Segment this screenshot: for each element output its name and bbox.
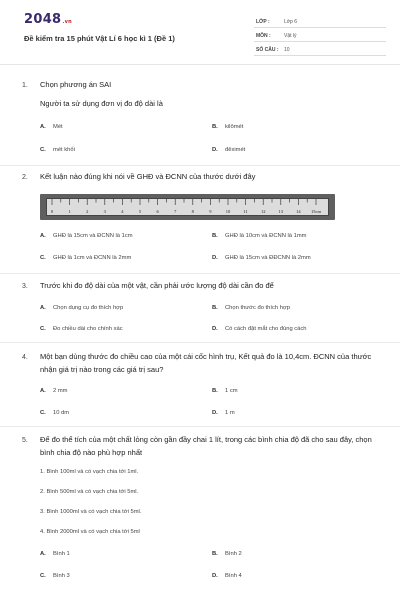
question-text: Kết luận nào đúng khi nói về GHĐ và ĐCNN của thước dưới đây	[40, 172, 256, 181]
option-text: GHĐ là 1cm và ĐCNN là 2mm	[53, 255, 132, 261]
ruler-label: 5	[138, 209, 142, 214]
site-logo[interactable]	[24, 12, 72, 27]
ruler-label: 3	[103, 209, 106, 214]
ruler-label: 8	[191, 209, 194, 214]
list-item: 2. Bình 500ml và có vạch chia tới 5ml.	[40, 489, 139, 495]
header-divider	[0, 64, 400, 65]
question-number: 4.	[22, 354, 28, 361]
question-divider	[0, 165, 400, 166]
meta-value: 10	[284, 47, 290, 53]
question-text: Chọn phương án SAI	[40, 80, 112, 89]
ruler-label: 11	[243, 209, 248, 214]
question-number: 2.	[22, 174, 28, 181]
option-text: Bình 1	[53, 551, 70, 557]
option-letter: D.	[212, 410, 218, 416]
question-divider	[0, 342, 400, 343]
option-letter: C.	[40, 410, 46, 416]
ruler-scale	[40, 194, 335, 220]
option-letter: C.	[40, 255, 46, 261]
question-number: 3.	[22, 283, 28, 290]
option-letter: B.	[212, 233, 218, 239]
option-letter: D.	[212, 255, 218, 261]
question-number: 1.	[22, 82, 28, 89]
option-text: Bình 4	[225, 573, 242, 579]
option-letter: B.	[212, 551, 218, 557]
ruler-label: 10	[225, 209, 231, 214]
option-text: Bình 2	[225, 551, 242, 557]
question-text: Để đo thể tích của một chất lỏng còn gần đầy chai 1 lít, trong các bình chia độ đã cho sau đây, chọn bình chia độ nào phù hợp nhất	[40, 435, 372, 457]
ruler-label: 1	[68, 209, 71, 214]
list-item: 3. Bình 1000ml và có vạch chia tới 5ml.	[40, 509, 142, 515]
option-letter: C.	[40, 326, 46, 332]
meta-count	[254, 43, 386, 56]
option-text: Mét	[53, 124, 63, 130]
option-letter: D.	[212, 326, 218, 332]
option-text: 1 cm	[225, 388, 238, 394]
question-divider	[0, 273, 400, 274]
ruler-label: 9	[209, 209, 212, 214]
ruler-label: 0	[50, 209, 54, 214]
option-text: GHĐ là 10cm và ĐCNN là 1mm	[225, 233, 307, 239]
meta-value: Vật lý	[284, 33, 297, 39]
option-letter: B.	[212, 124, 218, 130]
list-item: 4. Bình 2000ml và có vạch chia tới 5ml	[40, 529, 140, 535]
option-text: Có cách đặt mắt cho đúng cách	[225, 326, 307, 332]
option-letter: B.	[212, 305, 218, 311]
ruler-label: 12	[260, 209, 266, 214]
option-text: đêximét	[225, 147, 246, 153]
option-letter: A.	[40, 233, 46, 239]
option-letter: A.	[40, 124, 46, 130]
meta-class	[254, 15, 386, 28]
option-letter: C.	[40, 147, 46, 153]
option-text: 2 mm	[53, 388, 68, 394]
ruler-label: 13	[278, 209, 284, 214]
ruler-label: 14	[296, 209, 301, 214]
meta-value: Lớp 6	[284, 19, 298, 25]
option-letter: B.	[212, 388, 218, 394]
meta-subject	[254, 29, 386, 42]
option-letter: C.	[40, 573, 46, 579]
option-text: Chọn dụng cụ đo thích hợp	[53, 305, 124, 311]
option-text: Đo chiều dài cho chính xác	[53, 326, 123, 332]
meta-key: MÔN :	[256, 33, 271, 39]
question-divider	[0, 426, 400, 427]
option-text: GHĐ là 15cm và ĐCNN là 1cm	[53, 233, 133, 239]
meta-key: LỚP :	[256, 19, 270, 25]
option-letter: A.	[40, 305, 46, 311]
question-number: 5.	[22, 437, 28, 444]
logo-text: 2048	[24, 12, 62, 27]
option-letter: D.	[212, 147, 218, 153]
ruler-label: 2	[86, 209, 89, 214]
ruler-image	[40, 194, 335, 220]
option-letter: A.	[40, 551, 46, 557]
option-text: 1 m	[225, 410, 235, 416]
option-text: Chọn thước đo thích hợp	[225, 305, 290, 311]
question-text: Một bạn dùng thước đo chiều cao của một cái cốc hình trụ, Kết quả đo là 10,4cm. ĐCNN của thước nhận giá trị nào trong các giá trị sau?	[40, 352, 372, 374]
option-text: GHĐ là 15cm và ĐĐCNN là 2mm	[225, 255, 311, 261]
ruler-label: 15cm	[311, 209, 321, 214]
logo-tld: .vn	[62, 19, 73, 25]
option-letter: A.	[40, 388, 46, 394]
exam-title: Đề kiểm tra 15 phút Vật Lí 6 học kì 1 (Đề 1)	[24, 34, 175, 43]
ruler-label: 4	[121, 209, 124, 214]
list-item: 1. Bình 100ml và có vạch chia tới 1ml.	[40, 469, 139, 475]
option-text: 10 dm	[53, 410, 70, 416]
ruler-label: 6	[156, 209, 159, 214]
option-text: mét khối	[53, 147, 75, 153]
ruler-label: 7	[174, 209, 177, 214]
option-text: kilômét	[225, 124, 244, 130]
option-text: Bình 3	[53, 573, 70, 579]
page-header	[0, 0, 400, 58]
question-subtext: Người ta sử dụng đơn vị đo độ dài là	[40, 99, 163, 108]
question-text: Trước khi đo độ dài của một vật, cần phải ước lượng độ dài cần đo để	[40, 281, 274, 290]
option-letter: D.	[212, 573, 218, 579]
meta-key: SỐ CÂU :	[256, 47, 279, 53]
